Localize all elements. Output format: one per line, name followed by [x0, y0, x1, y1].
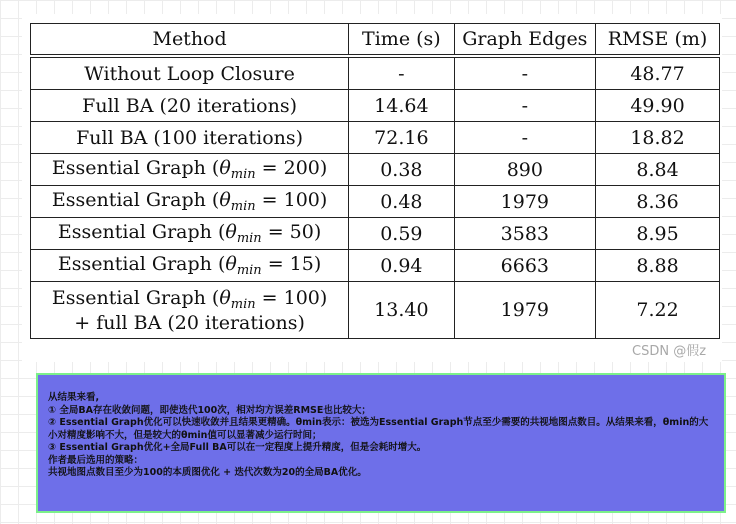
theta-subscript: min — [230, 296, 256, 312]
theta-subscript: min — [236, 263, 262, 278]
cell-time: 0.38 — [349, 154, 454, 186]
table-header-row — [31, 24, 720, 57]
note-line: 共视地图点数目至少为100的本质图优化 + 迭代次数为20的全局BA优化。 — [48, 467, 367, 478]
cell-time: 14.64 — [349, 90, 454, 122]
cell-method: Full BA (100 iterations) — [31, 122, 349, 154]
conclusion-note — [36, 373, 726, 513]
cell-edges: - — [454, 90, 596, 122]
header-rmse: RMSE (m) — [596, 24, 720, 57]
method-prefix: Essential Graph ( — [51, 286, 220, 309]
table-row — [31, 282, 720, 339]
cell-rmse: 8.36 — [596, 186, 720, 218]
cell-time: 13.40 — [349, 282, 454, 339]
table-row — [31, 186, 720, 218]
header-time: Time (s) — [349, 24, 454, 57]
results-table — [30, 23, 720, 339]
cell-method — [31, 282, 349, 339]
cell-method: Full BA (20 iterations) — [31, 90, 349, 122]
theta-subscript: min — [230, 167, 256, 182]
cell-edges: 1979 — [454, 282, 596, 339]
theta-symbol: θ — [219, 189, 231, 211]
method-suffix: = 100) — [255, 286, 328, 309]
theta-subscript: min — [230, 199, 256, 214]
cell-rmse: 49.90 — [596, 90, 720, 122]
cell-rmse: 8.88 — [596, 250, 720, 282]
cell-edges: 3583 — [454, 218, 596, 250]
note-line: 作者最后选用的策略： — [48, 454, 144, 466]
method-suffix: = 50) — [261, 221, 322, 243]
note-line: 从结果来看, — [48, 392, 100, 403]
table-row — [31, 122, 720, 154]
cell-method — [31, 250, 349, 282]
table-row — [31, 250, 720, 282]
cell-time: 0.59 — [349, 218, 454, 250]
cell-edges: 1979 — [454, 186, 596, 218]
cell-edges: 6663 — [454, 250, 596, 282]
method-suffix: = 200) — [255, 157, 328, 179]
note-line: ① 全局BA存在收敛问题，即使迭代100次，相对均方误差RMSE也比较大； — [48, 404, 371, 416]
theta-symbol: θ — [219, 286, 231, 309]
cell-rmse: 8.95 — [596, 218, 720, 250]
header-graph-edges: Graph Edges — [454, 24, 596, 57]
note-line: ③ Essential Graph优化+全局Full BA可以在一定程度上提升精度，但是会耗时增大。 — [48, 442, 427, 453]
cell-method: Without Loop Closure — [31, 56, 349, 90]
method-prefix: Essential Graph ( — [51, 189, 220, 211]
method-prefix: Essential Graph ( — [57, 253, 226, 275]
cell-edges: - — [454, 56, 596, 90]
theta-symbol: θ — [225, 253, 237, 275]
cell-rmse: 48.77 — [596, 56, 720, 90]
theta-symbol: θ — [219, 157, 231, 179]
cell-rmse: 7.22 — [596, 282, 720, 339]
cell-method — [31, 218, 349, 250]
method-prefix: Essential Graph ( — [57, 221, 226, 243]
results-table-image — [22, 14, 722, 362]
cell-method — [31, 154, 349, 186]
cell-method — [31, 186, 349, 218]
method-line-2: + full BA (20 iterations) — [74, 311, 305, 334]
method-line-1 — [51, 286, 328, 312]
cell-edges: 890 — [454, 154, 596, 186]
table-row — [31, 90, 720, 122]
theta-subscript: min — [236, 231, 262, 246]
cell-time: 72.16 — [349, 122, 454, 154]
method-prefix: Essential Graph ( — [51, 157, 220, 179]
cell-time: - — [349, 56, 454, 90]
csdn-watermark: CSDN @假z — [632, 344, 707, 359]
cell-edges: - — [454, 122, 596, 154]
cell-rmse: 8.84 — [596, 154, 720, 186]
note-line: ② Essential Graph优化可以快速收敛并且结果更精确。θmin表示：被选为Essential Graph节点至少需要的共视地图点数目。从结果来看，θmin的大小对精度影响不大，但是较大的θmin值可以显著减少运行时间； — [48, 417, 709, 441]
table-row — [31, 154, 720, 186]
table-row — [31, 56, 720, 90]
cell-rmse: 18.82 — [596, 122, 720, 154]
theta-symbol: θ — [225, 221, 237, 243]
header-method: Method — [31, 24, 349, 57]
table-row — [31, 218, 720, 250]
method-suffix: = 100) — [255, 189, 328, 211]
cell-time: 0.94 — [349, 250, 454, 282]
method-suffix: = 15) — [261, 253, 322, 275]
cell-time: 0.48 — [349, 186, 454, 218]
